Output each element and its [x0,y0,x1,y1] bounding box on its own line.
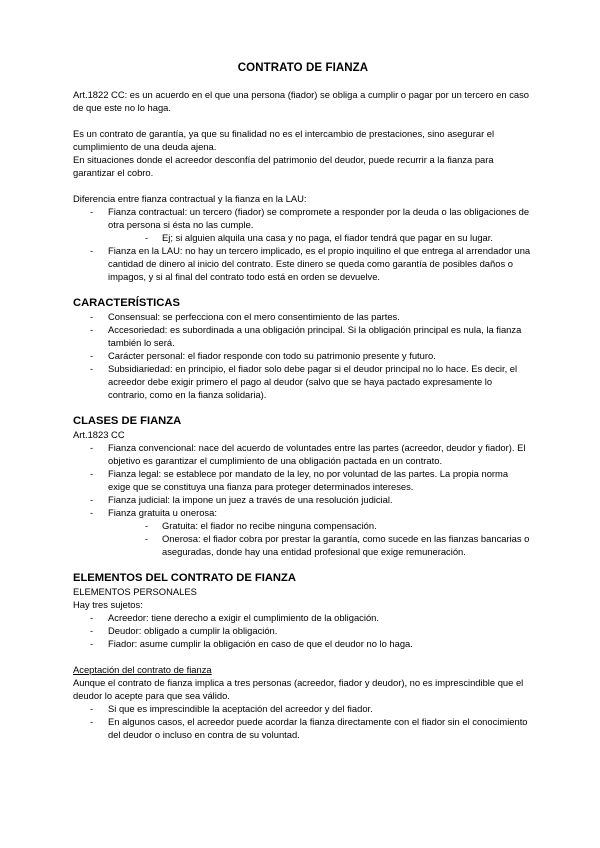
aceptacion-heading: Aceptación del contrato de fianza [73,664,212,675]
list-item: - Acreedor: tiene derecho a exigir el cumplimiento de la obligación. [73,611,533,624]
section-heading-elementos: ELEMENTOS DEL CONTRATO DE FIANZA [73,572,296,584]
list-item: - Subsidiariedad: en principio, el fiador solo debe pagar si el deudor principal no lo hace. Es decir, el acreedor debe exigir primero el pago al deudor (salvo que se haya pactado expresamente lo contrario, como en la fianza solidaria). [73,362,533,401]
clases-article: Art.1823 CC [73,429,125,440]
document-title: CONTRATO DE FIANZA [237,62,369,74]
list-item: - Ej; si alguien alquila una casa y no paga, el fiador tendrá que pagar en su lugar. [108,231,533,244]
example-sublist [108,231,533,244]
difference-list [73,205,533,283]
list-item: - Fianza contractual: un tercero (fiador) se compromete a responder por la deuda o las obligaciones de otra persona si ésta no las cumple. - Ej; si alguien alquila una casa y no paga, el fiador tendrá que pagar en su lugar. [73,205,533,244]
section-heading-caracteristicas: CARACTERÍSTICAS [73,297,180,309]
list-item: - Accesoriedad: es subordinada a una obligación principal. Si la obligación principal es nula, la fianza también lo será. [73,323,533,349]
list-item: - Fianza gratuita u onerosa: - Gratuita: el fiador no recibe ninguna compensación. - Onerosa: el fiador cobra por prestar la garantía, como sucede en las fianzas bancarias o aseguradas, donde hay una entidad profesional que exige remuneración. [73,506,533,558]
list-item: - Si que es imprescindible la aceptación del acreedor y del fiador. [73,702,533,715]
difference-heading: Diferencia entre fianza contractual y la fianza en la LAU: [73,193,307,204]
list-item: - Fiador: asume cumplir la obligación en caso de que el deudor no lo haga. [73,637,533,650]
list-item: - En algunos casos, el acreedor puede acordar la fianza directamente con el fiador sin el conocimiento del deudor o incluso en contra de su voluntad. [73,715,533,741]
list-item: - Consensual: se perfecciona con el mero consentimiento de las partes. [73,310,533,323]
guarantee-paragraph: Es un contrato de garantía, ya que su finalidad no es el intercambio de prestaciones, sino asegurar el cumplimiento de una deuda ajena. [73,128,495,152]
list-item: - Onerosa: el fiador cobra por prestar la garantía, como sucede en las fianzas bancarias o aseguradas, donde hay una entidad profesional que exige remuneración. [108,532,533,558]
list-item: - Fianza judicial: la impone un juez a través de una resolución judicial. [73,493,533,506]
caracteristicas-list [73,310,533,401]
list-item: - Deudor: obligado a cumplir la obligación. [73,624,533,637]
intro-paragraph: Art.1822 CC: es un acuerdo en el que una persona (fiador) se obliga a cumplir o pagar por un tercero en caso de que este no lo haga. [73,89,530,113]
list-item: - Fianza convencional: nace del acuerdo de voluntades entre las partes (acreedor, deudor y fiador). El objetivo es garantizar el cumplimiento de una obligación pactada en un contrato. [73,441,533,467]
list-item: - Carácter personal: el fiador responde con todo su patrimonio presente y futuro. [73,349,533,362]
list-item: - Fianza en la LAU: no hay un tercero implicado, es el propio inquilino el que entrega al arrendador una cantidad de dinero al inicio del contrato. Este dinero se queda como garantía de posibles daños o impagos, y si al final del contrato todo está en orden se devuelve. [73,244,533,283]
elementos-subheading: ELEMENTOS PERSONALES [73,586,197,597]
document-page [73,62,533,741]
distrust-paragraph: En situaciones donde el acreedor desconfía del patrimonio del deudor, puede recurrir a la fianza para garantizar el cobro. [73,154,494,178]
aceptacion-paragraph: Aunque el contrato de fianza implica a tres personas (acreedor, fiador y deudor), no es imprescindible que el deudor lo acepte para que sea válido. [73,677,524,701]
elementos-list [73,611,533,650]
elementos-lead: Hay tres sujetos: [73,599,143,610]
onerosa-sublist [108,519,533,558]
clases-list [73,441,533,558]
section-heading-clases: CLASES DE FIANZA [73,415,182,427]
list-item: - Gratuita: el fiador no recibe ninguna compensación. [108,519,533,532]
list-item: - Fianza legal: se establece por mandato de la ley, no por voluntad de las partes. La propia norma exige que se constituya una fianza para proteger determinados intereses. [73,467,533,493]
aceptacion-list [73,702,533,741]
